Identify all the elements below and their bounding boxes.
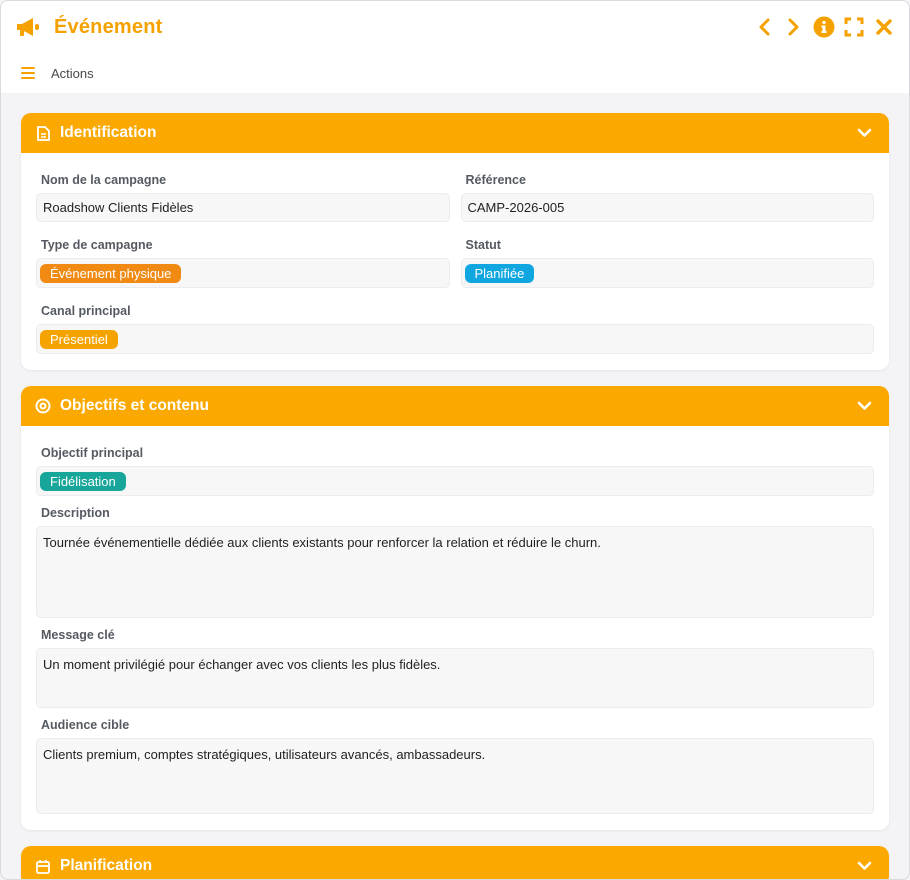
actions-menu[interactable]: Actions [51,65,94,81]
reference-input[interactable]: CAMP-2026-005 [461,193,875,222]
window-title: Événement [54,15,163,38]
field-campaign-name [36,167,450,222]
field-key-message [36,628,874,708]
field-label: Message clé [41,628,115,642]
key-message-textarea[interactable]: Un moment privilégié pour échanger avec vos clients les plus fidèles. [36,648,874,708]
section-title: Identification [60,124,157,141]
chevron-down-icon[interactable] [857,858,873,874]
section-title: Objectifs et contenu [60,397,209,414]
chevron-right-icon[interactable] [783,16,805,38]
chevron-down-icon[interactable] [857,125,873,141]
section-planning-header[interactable] [21,846,889,880]
description-textarea[interactable]: Tournée événementielle dédiée aux clients existants pour renforcer la relation et réduire le churn. [36,526,874,618]
field-label: Référence [465,173,526,187]
target-icon [35,398,51,414]
target-audience-textarea[interactable]: Clients premium, comptes stratégiques, utilisateurs avancés, ambassadeurs. [36,738,874,814]
campaign-type-tag: Événement physique [40,264,181,283]
field-label: Canal principal [41,304,131,318]
window-controls [753,16,895,38]
section-planning [21,846,889,880]
main-objective-tag: Fidélisation [40,472,126,491]
field-main-objective [36,446,874,496]
field-label: Objectif principal [41,446,144,460]
document-icon [35,125,51,141]
main-channel-select[interactable] [36,324,874,354]
chevron-down-icon[interactable] [857,398,873,414]
section-identification-header[interactable] [21,113,889,153]
section-objectives-header[interactable] [21,386,889,426]
megaphone-icon [15,15,43,39]
actions-bar [1,53,909,93]
field-main-channel [36,304,874,354]
field-label: Nom de la campagne [41,173,167,187]
field-label: Type de campagne [41,238,153,252]
field-label: Audience cible [41,718,130,732]
field-description [36,506,874,618]
field-label: Description [41,506,110,520]
info-icon[interactable] [813,16,835,38]
calendar-icon [35,858,51,874]
field-target-audience [36,718,874,814]
status-select[interactable] [461,258,875,288]
section-identification [21,113,889,370]
field-label: Statut [465,238,501,252]
form-content [1,93,909,880]
close-icon[interactable] [873,16,895,38]
status-badge: Planifiée [465,264,535,283]
field-campaign-type [36,232,450,288]
field-reference [461,167,875,222]
field-status [461,232,875,288]
campaign-name-input[interactable]: Roadshow Clients Fidèles [36,193,450,222]
fullscreen-icon[interactable] [843,16,865,38]
menu-icon[interactable] [21,67,35,79]
section-objectives [21,386,889,830]
main-objective-select[interactable] [36,466,874,496]
main-channel-tag: Présentiel [40,330,118,349]
title-bar [1,1,909,53]
section-title: Planification [60,857,153,874]
campaign-type-select[interactable] [36,258,450,288]
chevron-left-icon[interactable] [753,16,775,38]
